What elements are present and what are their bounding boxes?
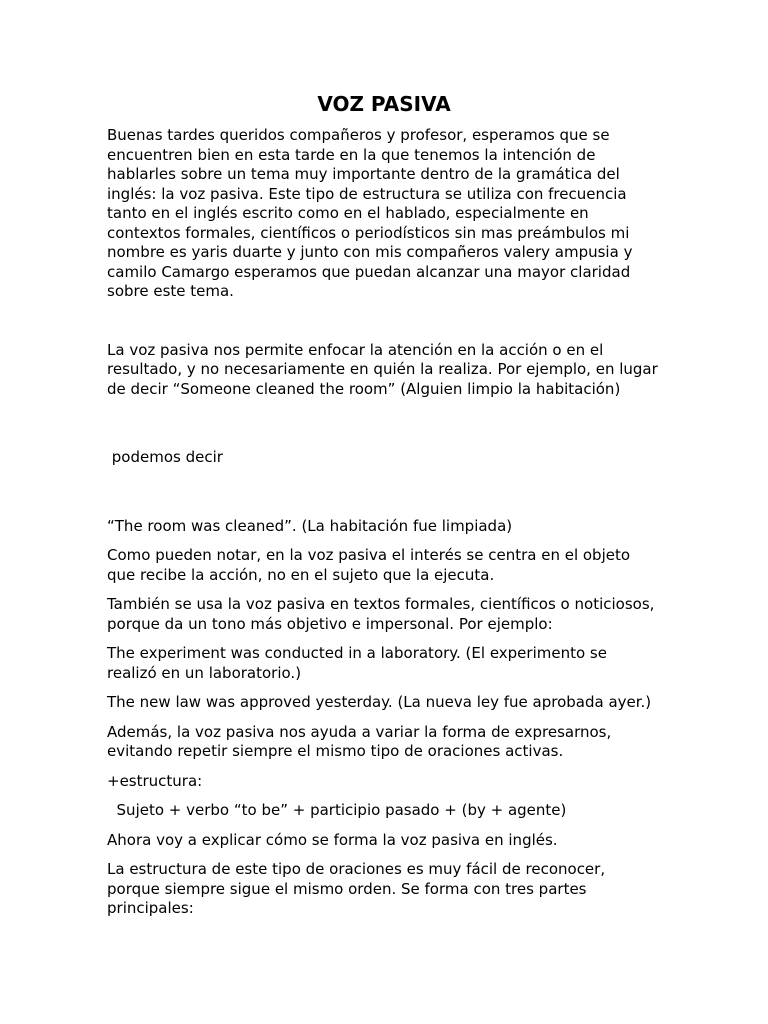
text-line: hablarles sobre un tema muy importante dentro de la gramática del (107, 165, 620, 183)
paragraph-example-law (107, 693, 667, 713)
text-line: sobre este tema. (107, 282, 234, 300)
text-line: que recibe la acción, no en el sujeto que la ejecuta. (107, 565, 495, 584)
text-line: “The room was cleaned”. (La habitación fue limpiada) (107, 516, 513, 535)
paragraph-object-focus (107, 546, 667, 585)
paragraph-podemos-decir (107, 409, 667, 507)
text-line: porque da un tono más objetivo e impersonal. Por ejemplo: (107, 614, 553, 633)
paragraph-explain (107, 831, 667, 851)
text-line: camilo Camargo esperamos que puedan alcanzar una mayor claridad (107, 262, 631, 281)
document-title: VOZ PASIVA (317, 92, 451, 116)
text-line: La estructura de este tipo de oraciones es muy fácil de reconocer, (107, 860, 606, 878)
text-line: Como pueden notar, en la voz pasiva el interés se centra en el objeto (107, 546, 631, 564)
text-line: Ahora voy a explicar cómo se forma la voz pasiva en inglés. (107, 830, 558, 849)
paragraph-example-room (107, 517, 667, 537)
paragraph-structure-heading (107, 772, 667, 792)
paragraph-focus (107, 341, 667, 400)
text-line: de decir “Someone cleaned the room” (Alguien limpio la habitación) (107, 379, 621, 398)
text-line: evitando repetir siempre el mismo tipo de oraciones activas. (107, 742, 564, 760)
text-line: encuentren bien en esta tarde en la que tenemos la intención de (107, 145, 596, 164)
text-line: Además, la voz pasiva nos ayuda a variar la forma de expresarnos, (107, 722, 612, 741)
text-line: principales: (107, 899, 194, 917)
paragraph-structure-formula (107, 801, 667, 821)
document-body (107, 126, 667, 919)
text-line: inglés: la voz pasiva. Este tipo de estructura se utiliza con frecuencia (107, 184, 627, 203)
paragraph-variety (107, 723, 667, 762)
text-line: tanto en el inglés escrito como en el hablado, especialmente en (107, 204, 589, 222)
text-line: podemos decir (107, 448, 223, 466)
text-line: The experiment was conducted in a laboratory. (El experimento se (107, 644, 607, 662)
text-line: porque siempre sigue el mismo orden. Se forma con tres partes (107, 879, 587, 898)
paragraph-intro (107, 126, 667, 302)
text-line: También se usa la voz pasiva en textos formales, científicos o noticiosos, (107, 595, 655, 613)
paragraph-example-experiment (107, 644, 667, 683)
paragraph-formal-texts (107, 595, 667, 634)
text-line: Sujeto + verbo “to be” + participio pasado + (by + agente) (107, 801, 567, 819)
text-line: The new law was approved yesterday. (La nueva ley fue aprobada ayer.) (107, 693, 652, 711)
text-line: resultado, y no necesariamente en quién la realiza. Por ejemplo, en lugar (107, 360, 658, 378)
paragraph-three-parts (107, 860, 667, 919)
text-line: +estructura: (107, 771, 203, 790)
text-line: La voz pasiva nos permite enfocar la atención en la acción o en el (107, 340, 604, 359)
text-line: nombre es yaris duarte y junto con mis compañeros valery ampusia y (107, 243, 633, 261)
text-line: contextos formales, científicos o periodísticos sin mas preámbulos mi (107, 223, 630, 242)
text-line: realizó en un laboratorio.) (107, 663, 302, 682)
text-line: Buenas tardes queridos compañeros y profesor, esperamos que se (107, 126, 610, 144)
